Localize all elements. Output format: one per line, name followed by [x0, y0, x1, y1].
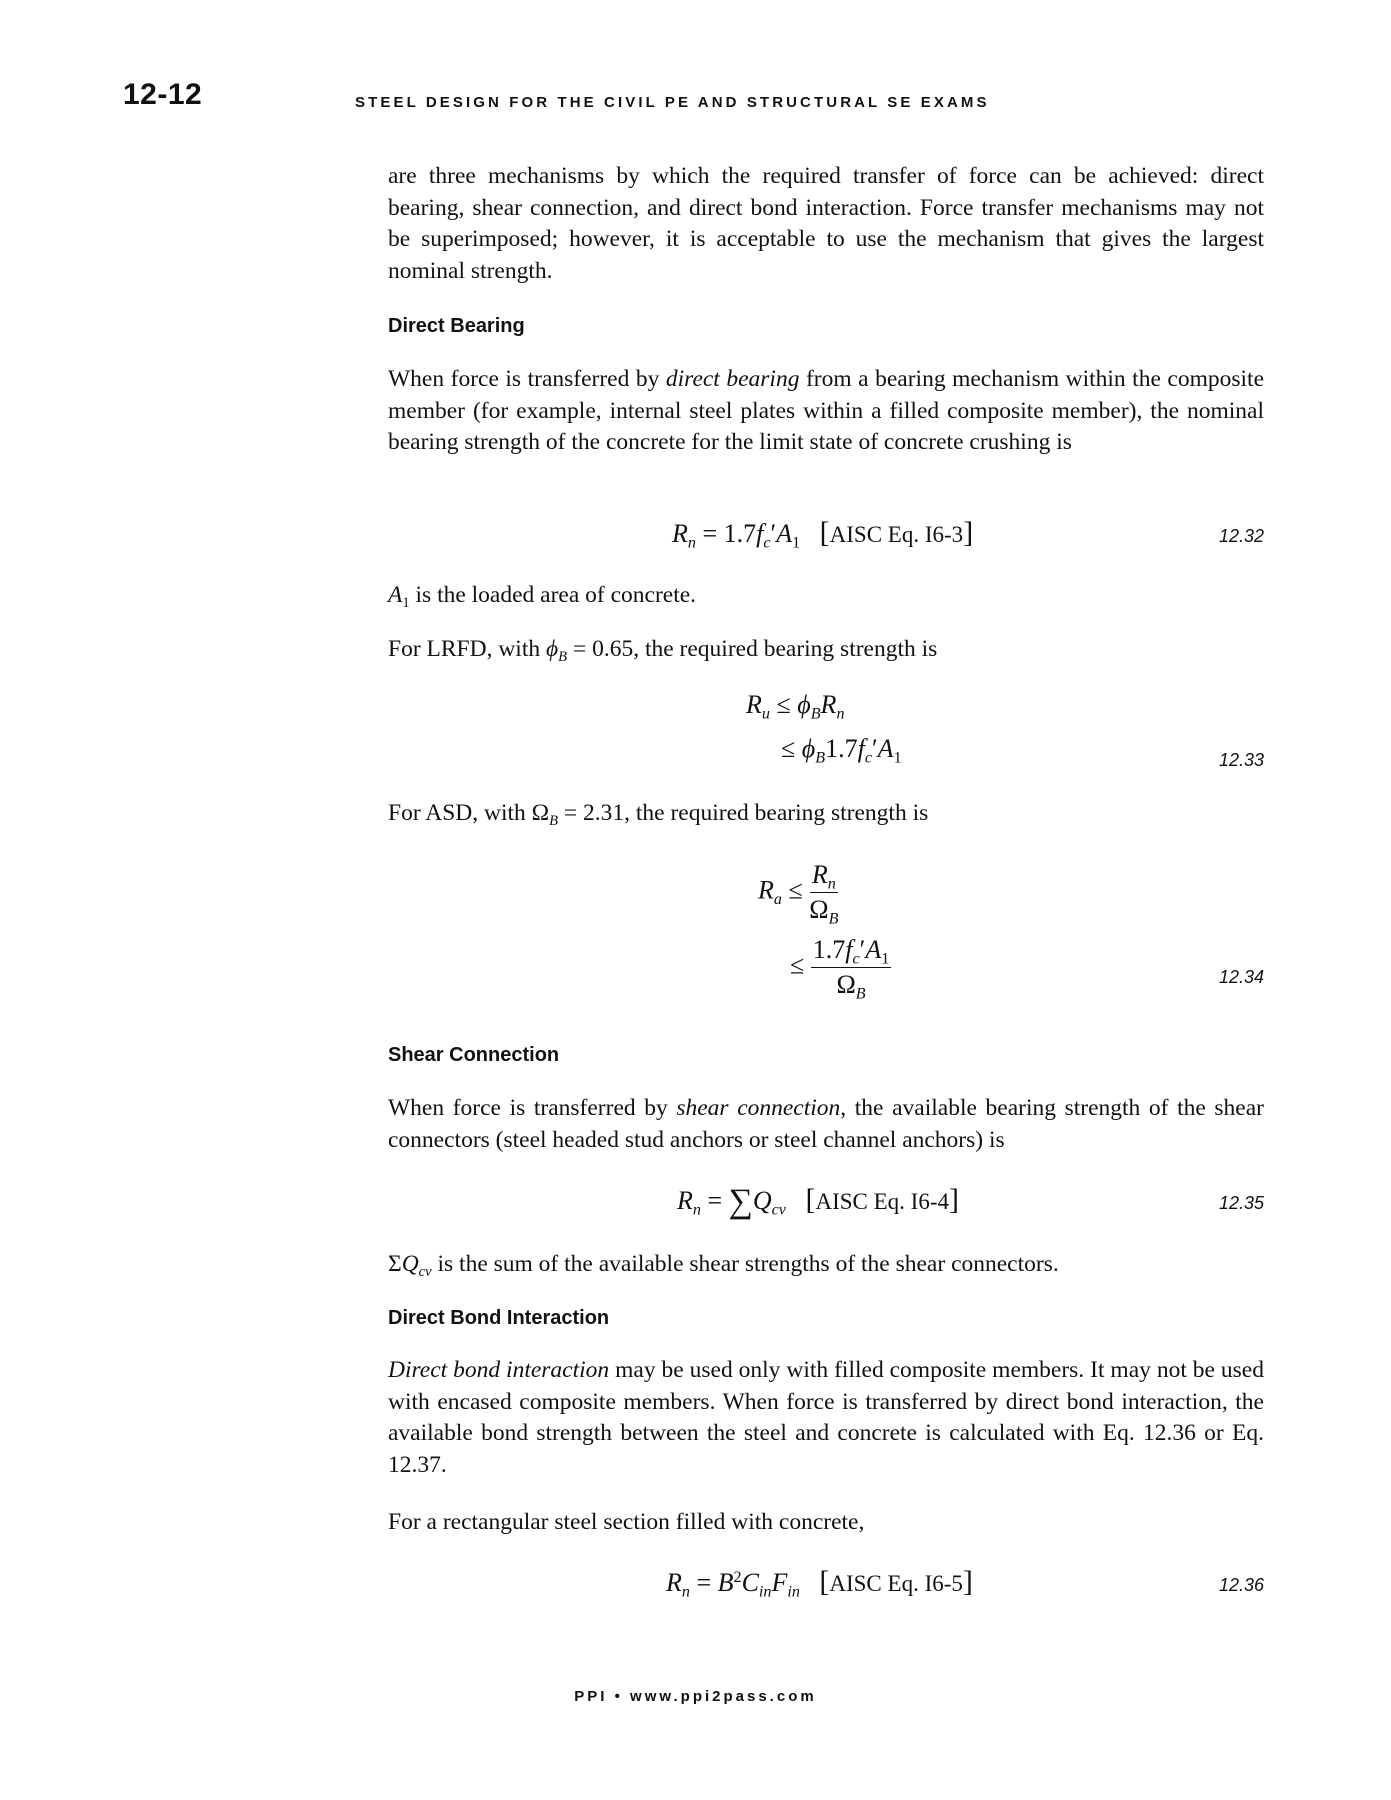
equation-number-12-34: 12.34 [1218, 967, 1264, 987]
heading-direct-bond: Direct Bond Interaction [388, 1307, 610, 1329]
equation-12-32-citation: AISC Eq. I6-3 [829, 522, 964, 547]
rectangular-section-text: For a rectangular steel section filled with concrete, [388, 1509, 865, 1535]
equation-12-34-line-2: ≤ $\frac{1.7f_c'A_1}{\Omega_B}$ [790, 935, 890, 1003]
lrfd-text-2: = 0.65, the required bearing strength is [567, 636, 938, 662]
asd-text-1: For ASD, with [388, 800, 532, 826]
equation-12-32: $R_n = 1.7f_c'A_1$ [AISC Eq. I6-3] [672, 516, 974, 552]
direct-bearing-text-1: When force is transferred by [388, 366, 666, 392]
equation-12-34-line-1: $R_a$ ≤ $\frac{R_n}{\Omega_B}$ [758, 860, 839, 928]
heading-shear-connection: Shear Connection [388, 1044, 560, 1066]
shear-connection-paragraph [388, 1093, 1264, 1156]
intro-paragraph: are three mechanisms by which the required transfer of force can be achieved: direct bearing, shear connection, and direct bond interaction. Force transfer mechanisms may not be superimposed; however, it is acceptable to use the mechanism that gives the largest nominal strength. [388, 163, 1264, 284]
equation-12-36-citation: AISC Eq. I6-5 [829, 1571, 963, 1596]
running-head: STEEL DESIGN FOR THE CIVIL PE AND STRUCTURAL SE EXAMS [355, 94, 990, 111]
direct-bond-text: may be used only with filled composite members. It may not be used with encased composite members. When force is transferred by direct bond interaction, the available bond strength between the steel and concrete is calculated with Eq. 12.36 or Eq. 12.37. [388, 1357, 1264, 1478]
equation-12-36: $R_n = B^2C_{in}F_{in}$ [AISC Eq. I6-5] [666, 1565, 973, 1601]
sum-qcv-definition-text: is the sum of the available shear strengths of the shear connectors. [431, 1251, 1059, 1277]
equation-number-12-33: 12.33 [1218, 750, 1264, 770]
lrfd-text: For LRFD, with $\phi_B = 0.65$, the required bearing strength is [388, 636, 938, 666]
lrfd-text-1: For LRFD, with [388, 636, 546, 662]
a1-definition-text: is the loaded area of concrete. [409, 582, 697, 608]
asd-text-2: = 2.31, the required bearing strength is [558, 800, 929, 826]
equation-number-12-35: 12.35 [1218, 1193, 1264, 1213]
direct-bond-term: Direct bond interaction [388, 1357, 610, 1383]
heading-direct-bearing: Direct Bearing [388, 315, 525, 337]
equation-number-12-36: 12.36 [1218, 1575, 1264, 1595]
page-number: 12-12 [123, 78, 203, 111]
shear-connection-text-1: When force is transferred by [388, 1095, 677, 1121]
fraction-bearing-over-omega: $\frac{1.7f_c'A_1}{\Omega_B}$ [812, 935, 890, 1003]
equation-12-33-line-1: $R_u \le \phi_BR_n$ [746, 690, 845, 723]
equation-12-33-line-2: ≤ $\phi_B1.7f_c'A_1$ [781, 734, 902, 767]
shear-connection-text-2: , the available bearing strength of the shear connectors (steel headed stud anchors or steel channel anchors) is [388, 1095, 1264, 1153]
equation-12-35-citation: AISC Eq. I6-4 [815, 1189, 949, 1214]
sum-qcv-definition: $\Sigma Q_{cv}$ is the sum of the available shear strengths of the shear connectors. [388, 1251, 1059, 1281]
equation-number-12-32: 12.32 [1218, 526, 1264, 546]
equation-12-35: $R_n = \sum Q_{cv}$ [AISC Eq. I6-4] [677, 1183, 959, 1220]
asd-text: For ASD, with $\Omega_B = 2.31$, the required bearing strength is [388, 800, 929, 830]
shear-connection-term: shear connection [676, 1095, 841, 1121]
direct-bearing-paragraph [388, 364, 1264, 459]
a1-definition: $A_1$ is the loaded area of concrete. [388, 582, 697, 612]
direct-bearing-term: direct bearing [665, 366, 800, 392]
fraction-rn-over-omega: $\frac{R_n}{\Omega_B}$ [809, 860, 839, 928]
footer: PPI • www.ppi2pass.com [574, 1688, 817, 1705]
direct-bearing-text-2: from a bearing mechanism within the composite member (for example, internal steel plates within a filled composite member), the nominal bearing strength of the concrete for the limit state of concrete crushing is [388, 366, 1264, 455]
direct-bond-paragraph [388, 1355, 1264, 1481]
